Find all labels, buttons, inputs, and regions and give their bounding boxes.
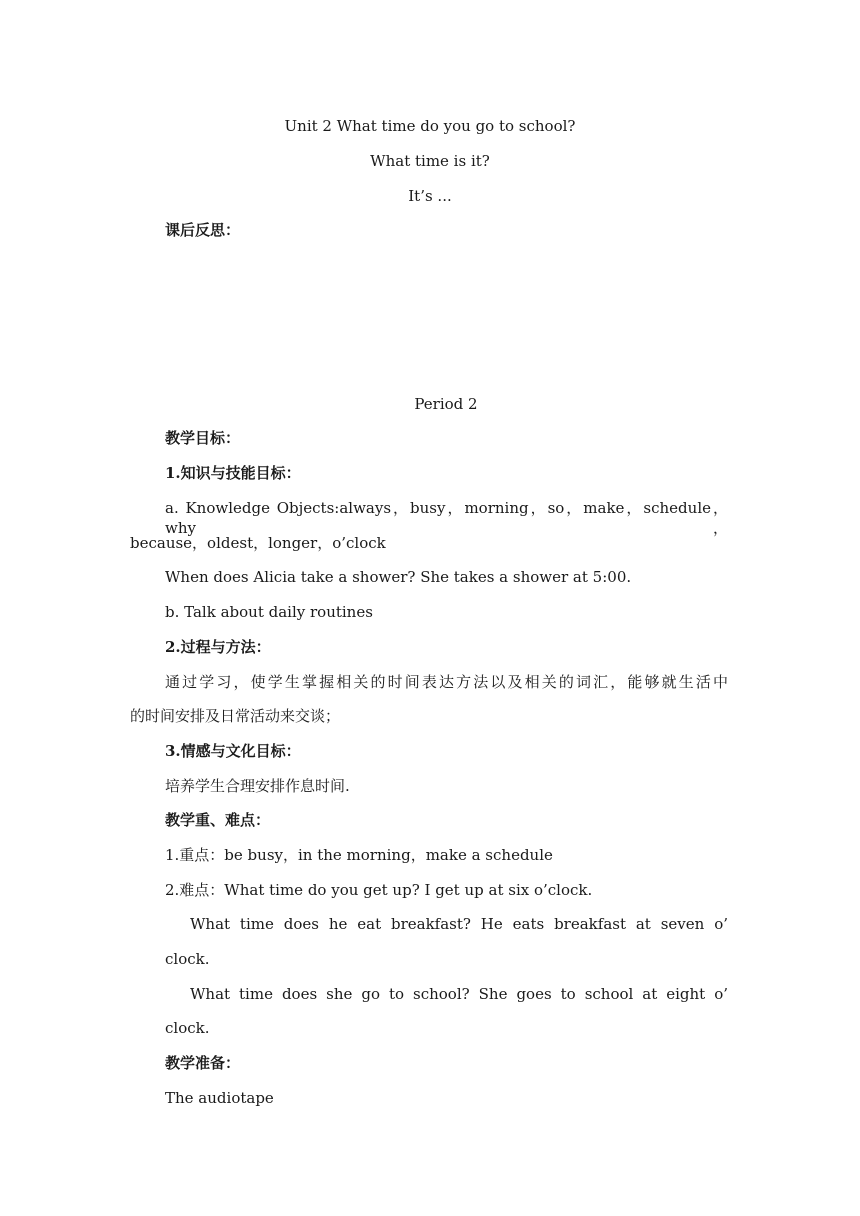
emotion-culture-heading: 3.情感与文化目标： [165,742,301,760]
objectives-heading: 教学目标： [165,429,241,447]
key-point-4: What time does she go to school? She goes to school at eight o’ [190,985,728,1003]
process-method-heading: 2.过程与方法： [165,638,271,656]
period-title: Period 2 [414,395,478,413]
knowledge-objects-continued: because，oldest，longer，o’clock [130,534,386,552]
key-point-2: 2.难点：What time do you get up? I get up at six o’clock. [165,881,593,899]
process-method-continued: 的时间安排及日常活动来交谈； [130,707,341,725]
process-method-line: 通过学习，使学生掌握相关的时间表达方法以及相关的词汇，能够就生活中 [165,673,728,691]
daily-routines-line: b. Talk about daily routines [165,603,373,621]
key-point-4-continued: clock. [165,1019,210,1037]
key-point-3: What time does he eat breakfast? He eats breakfast at seven o’ [190,915,728,933]
reflection-heading: 课后反思： [165,221,241,239]
preparation-heading: 教学准备： [165,1054,241,1072]
key-point-3-continued: clock. [165,950,210,968]
key-point-1: 1.重点：be busy，in the morning，make a schedule [165,846,553,864]
knowledge-objects-line: a. Knowledge Objects:always，busy，morning，so，make，schedule，why， [165,499,728,537]
preparation-text: The audiotape [165,1089,274,1107]
answer-line: It’s ... [408,187,452,205]
unit-title: Unit 2 What time do you go to school? [284,117,576,135]
emotion-culture-text: 培养学生合理安排作息时间. [165,777,350,795]
example-sentence: When does Alicia take a shower? She takes a shower at 5:00. [165,568,632,586]
knowledge-skills-heading: 1.知识与技能目标： [165,464,301,482]
question-line: What time is it? [370,152,490,170]
key-points-heading: 教学重、难点： [165,811,271,829]
